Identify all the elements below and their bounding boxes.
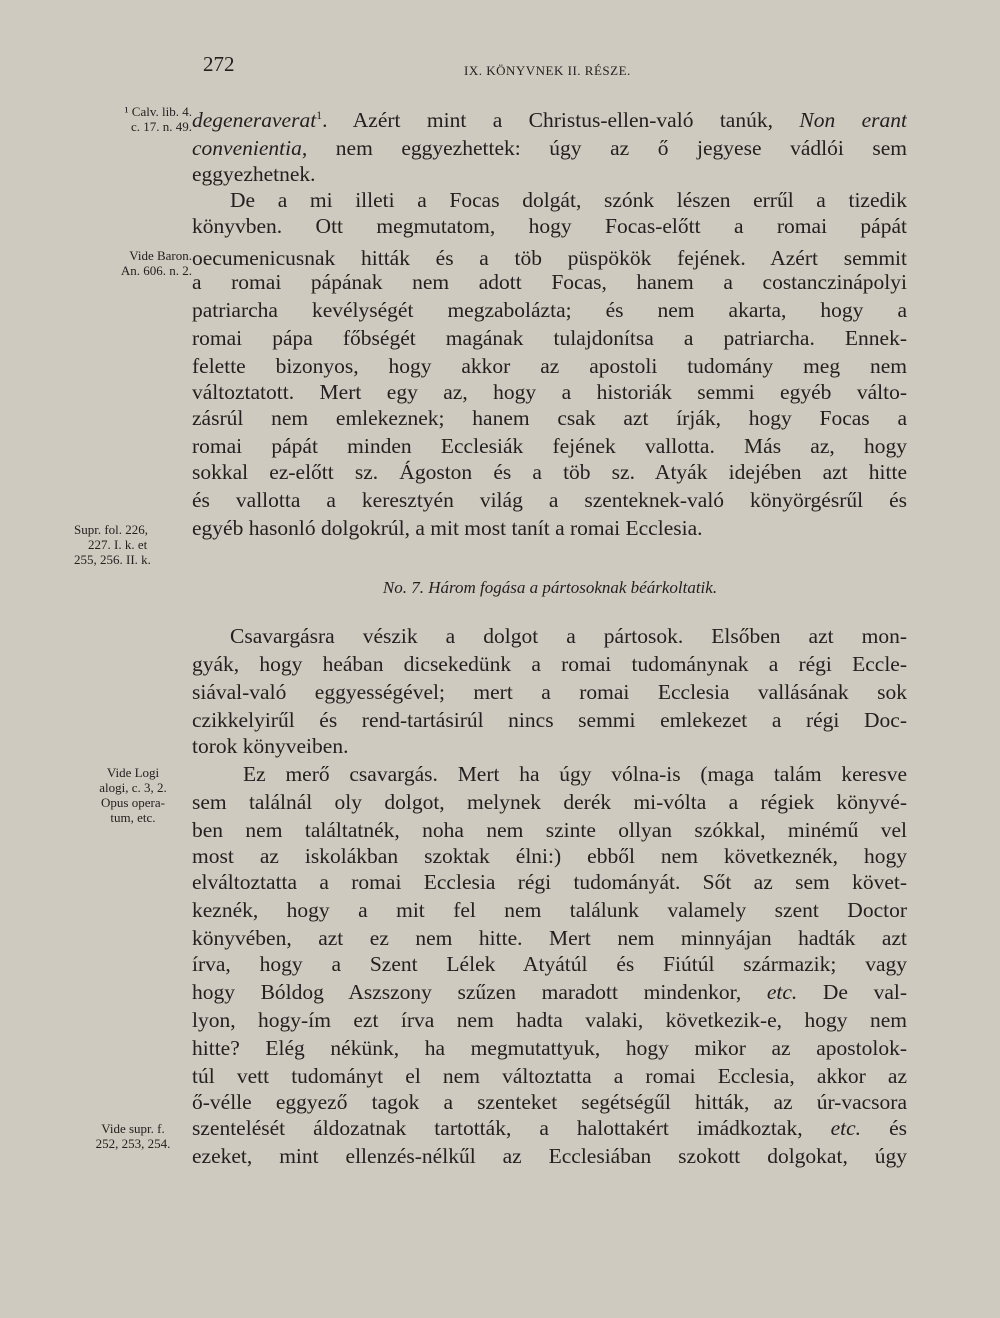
text-line: oecumenicusnak hitták és a töb püspökök fejének. Azért semmit [192, 246, 907, 270]
text-line: lyon, hogy-ím ezt írva nem hadta valaki, következik-e, hogy nem [192, 1008, 907, 1032]
text-line: Ez merő csavargás. Mert ha úgy vólna-is (maga talám keresve [243, 762, 907, 786]
text-line: Csavargásra vészik a dolgot a pártosok. Elsőben azt mon- [230, 624, 907, 648]
margin-note-supr2: Vide supr. f. 252, 253, 254. [95, 1121, 171, 1151]
text-line: most az iskolákban szoktak élni:) ebből nem következnék, hogy [192, 844, 907, 868]
text-line: convenientia, nem eggyezhettek: úgy az ő jegyese vádlói sem [192, 136, 907, 160]
running-title: IX. KÖNYVNEK II. RÉSZE. [464, 63, 631, 78]
page-number: 272 [203, 52, 235, 76]
text-line: szentelését áldozatnak tartották, a halottakért imádkoztak, etc. és [192, 1116, 907, 1140]
text-line: czikkelyirűl és rend-tartásirúl nincs semmi emlekezet a régi Doc- [192, 708, 907, 732]
text-line: a romai pápának nem adott Focas, hanem a costanczinápolyi [192, 270, 907, 294]
text-line: hogy Bóldog Aszszony szűzen maradott mindenkor, etc. De val- [192, 980, 907, 1004]
text-line: sem találnál oly dolgot, melynek derék mi-vólta a régiek könyvé- [192, 790, 907, 814]
text-line: írva, hogy a Szent Lélek Atyátúl és Fiútúl származik; vagy [192, 952, 907, 976]
text-line: torok könyveiben. [192, 734, 349, 758]
text-line: és vallotta a keresztyén világ a szenteknek-való könyörgésrűl és [192, 488, 907, 512]
margin-note-supr: Supr. fol. 226, 227. I. k. et 255, 256. II. k. [74, 522, 151, 567]
text-line: romai pápa főbségét magának tulajdonítsa a patriarcha. Ennek- [192, 326, 907, 350]
text-line: De a mi illeti a Focas dolgát, szónk lészen errűl a tizedik [230, 188, 907, 212]
text-line: könyvben. Ott megmutatom, hogy Focas-előtt a romai pápát [192, 214, 907, 238]
text-line: elváltoztatta a romai Ecclesia régi tudományát. Sőt az sem követ- [192, 870, 907, 894]
section-subheading: No. 7. Három fogása a pártosoknak béárkoltatik. [382, 578, 718, 597]
text-line: degeneraverat$^1$. Azért mint a Christus-ellen-való tanúk, Non erant [192, 107, 907, 132]
text-line: keznék, hogy a mit fel nem találunk valamely szent Doctor [192, 898, 907, 922]
text-line: ben nem találtatnék, noha nem szinte ollyan szókkal, minémű vel [192, 818, 907, 842]
text-line: ő-vélle eggyező tagok a szenteket segétségűl hitták, az úr-vacsora [192, 1090, 907, 1114]
text-line: eggyezhetnek. [192, 162, 316, 186]
text-line: sokkal ez-előtt sz. Ágoston és a töb sz. Atyák idejében azt hitte [192, 460, 907, 484]
text-line: romai pápát minden Ecclesiák fejének vallotta. Más az, hogy [192, 434, 907, 458]
text-line: túl vett tudományt el nem változtatta a romai Ecclesia, akkor az [192, 1064, 907, 1088]
text-line: egyéb hasonló dolgokrúl, a mit most tanít a romai Ecclesia. [192, 516, 703, 540]
text-line: hitte? Elég nékünk, ha megmutattyuk, hogy mikor az apostolok- [192, 1036, 907, 1060]
text-line: siával-való eggyességével; mert a romai Ecclesia vallásának sok [192, 680, 907, 704]
text-line: zásrúl nem emlekeznek; hanem csak azt írják, hogy Focas a [192, 406, 907, 430]
text-line: felette bizonyos, hogy akkor az apostoli tudomány meg nem [192, 354, 907, 378]
text-line: ezeket, mint ellenzés-nélkűl az Ecclesiában szokott dolgokat, úgy [192, 1144, 907, 1168]
margin-note-logi: Vide Logi alogi, c. 3, 2. Opus opera- tum, etc. [99, 765, 167, 825]
text-line: gyák, hogy heában dicsekedünk a romai tudománynak a régi Eccle- [192, 652, 907, 676]
margin-note-calv: ¹ Calv. lib. 4. c. 17. n. 49. [124, 104, 192, 134]
margin-note-baron: Vide Baron. An. 606. n. 2. [120, 248, 192, 278]
text-line: könyvében, azt ez nem hitte. Mert nem minnyájan hadták azt [192, 926, 907, 950]
text-line: változtatott. Mert egy az, hogy a historiák semmi egyéb válto- [192, 380, 907, 404]
text-line: patriarcha kevélységét megzabolázta; és nem akarta, hogy a [192, 298, 907, 322]
